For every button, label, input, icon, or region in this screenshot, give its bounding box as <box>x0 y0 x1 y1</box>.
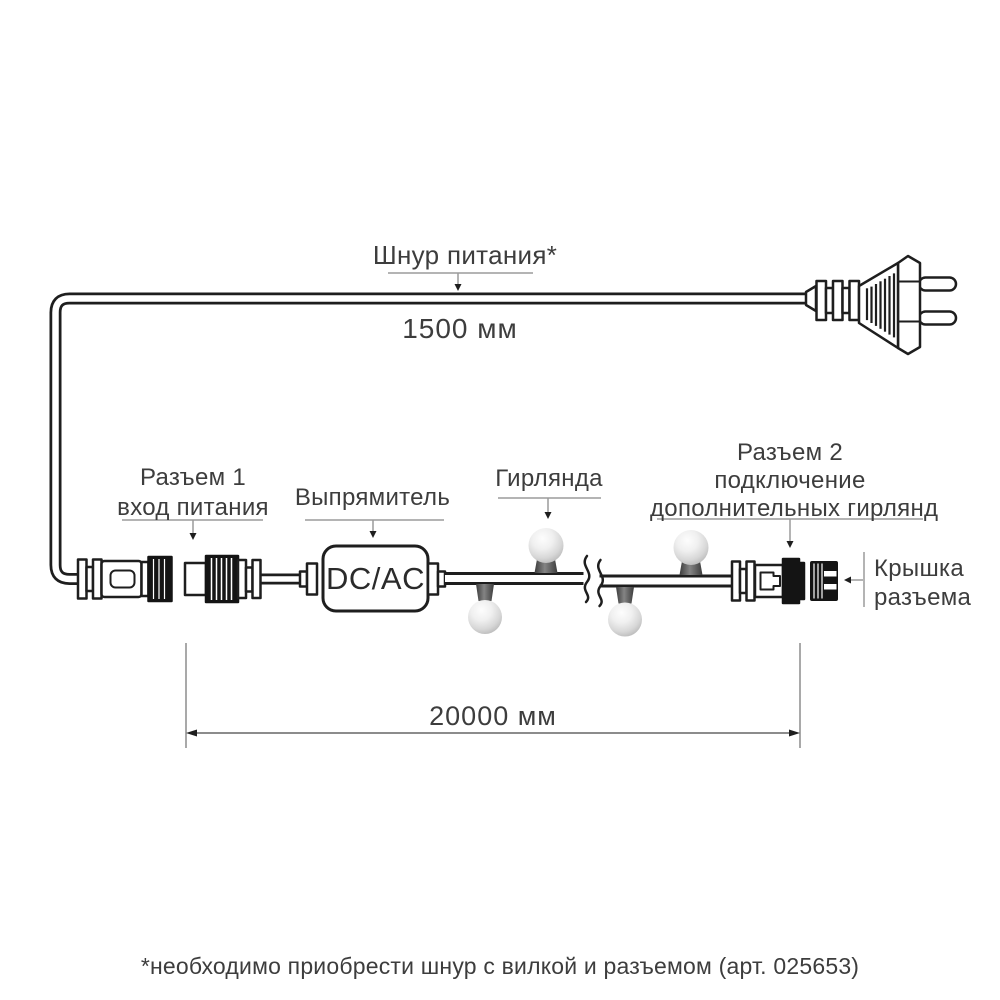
connector2-label-line3: дополнительных гирлянд <box>650 495 939 522</box>
garland-label: Гирлянда <box>495 465 603 492</box>
power-plug <box>806 256 956 354</box>
connector-cap-label-line2: разъема <box>874 584 972 611</box>
bulb-globe <box>674 530 709 565</box>
rectifier-label: Выпрямитель <box>294 484 451 511</box>
plug-body <box>806 286 816 311</box>
plug-prong-bottom <box>919 312 956 325</box>
plug-prong-top <box>919 278 956 291</box>
callout-garland <box>498 498 601 519</box>
bulb-1 <box>468 584 502 634</box>
power-cord-label: Шнур питания* <box>372 240 558 270</box>
bulb-socket <box>616 587 634 604</box>
connector-cap-label-line1: Крышка <box>874 555 965 582</box>
bulb-2 <box>529 528 564 573</box>
plug-cap <box>898 256 920 354</box>
dimension-20000 <box>186 643 800 748</box>
garland-length: 20000 мм <box>429 701 557 731</box>
bulb-globe <box>608 603 642 637</box>
footnote: *необходимо приобрести шнур с вилкой и разъемом (арт. 025653) <box>140 953 860 979</box>
bulb-globe <box>468 600 502 634</box>
connector2-black-end <box>783 559 804 603</box>
connector1-label <box>108 463 278 523</box>
connector2 <box>732 559 804 603</box>
connector-cap-label <box>874 554 984 612</box>
rectifier-box-text: DC/AC <box>326 560 425 596</box>
connector2-label-line1: Разъем 2 <box>736 439 844 466</box>
connector1-male-knurl <box>149 557 172 601</box>
callout-cap <box>844 552 864 607</box>
connector1-label-line1: Разъем 1 <box>139 464 247 491</box>
connector2-label <box>650 439 939 523</box>
callout-connector1 <box>122 520 263 540</box>
connector-cap <box>810 561 838 601</box>
connector2-label-line2: подключение <box>714 467 866 494</box>
bulb-socket <box>476 584 494 601</box>
power-cord-length: 1500 мм <box>402 313 518 344</box>
callout-power-cord <box>388 273 533 291</box>
callout-rectifier <box>305 520 444 538</box>
connector1-label-line2: вход питания <box>117 494 269 521</box>
connector1-male <box>78 557 172 601</box>
bulb-3 <box>608 587 642 637</box>
bulb-globe <box>529 528 564 563</box>
bulb-4 <box>674 530 709 575</box>
connector1-female <box>185 556 317 602</box>
